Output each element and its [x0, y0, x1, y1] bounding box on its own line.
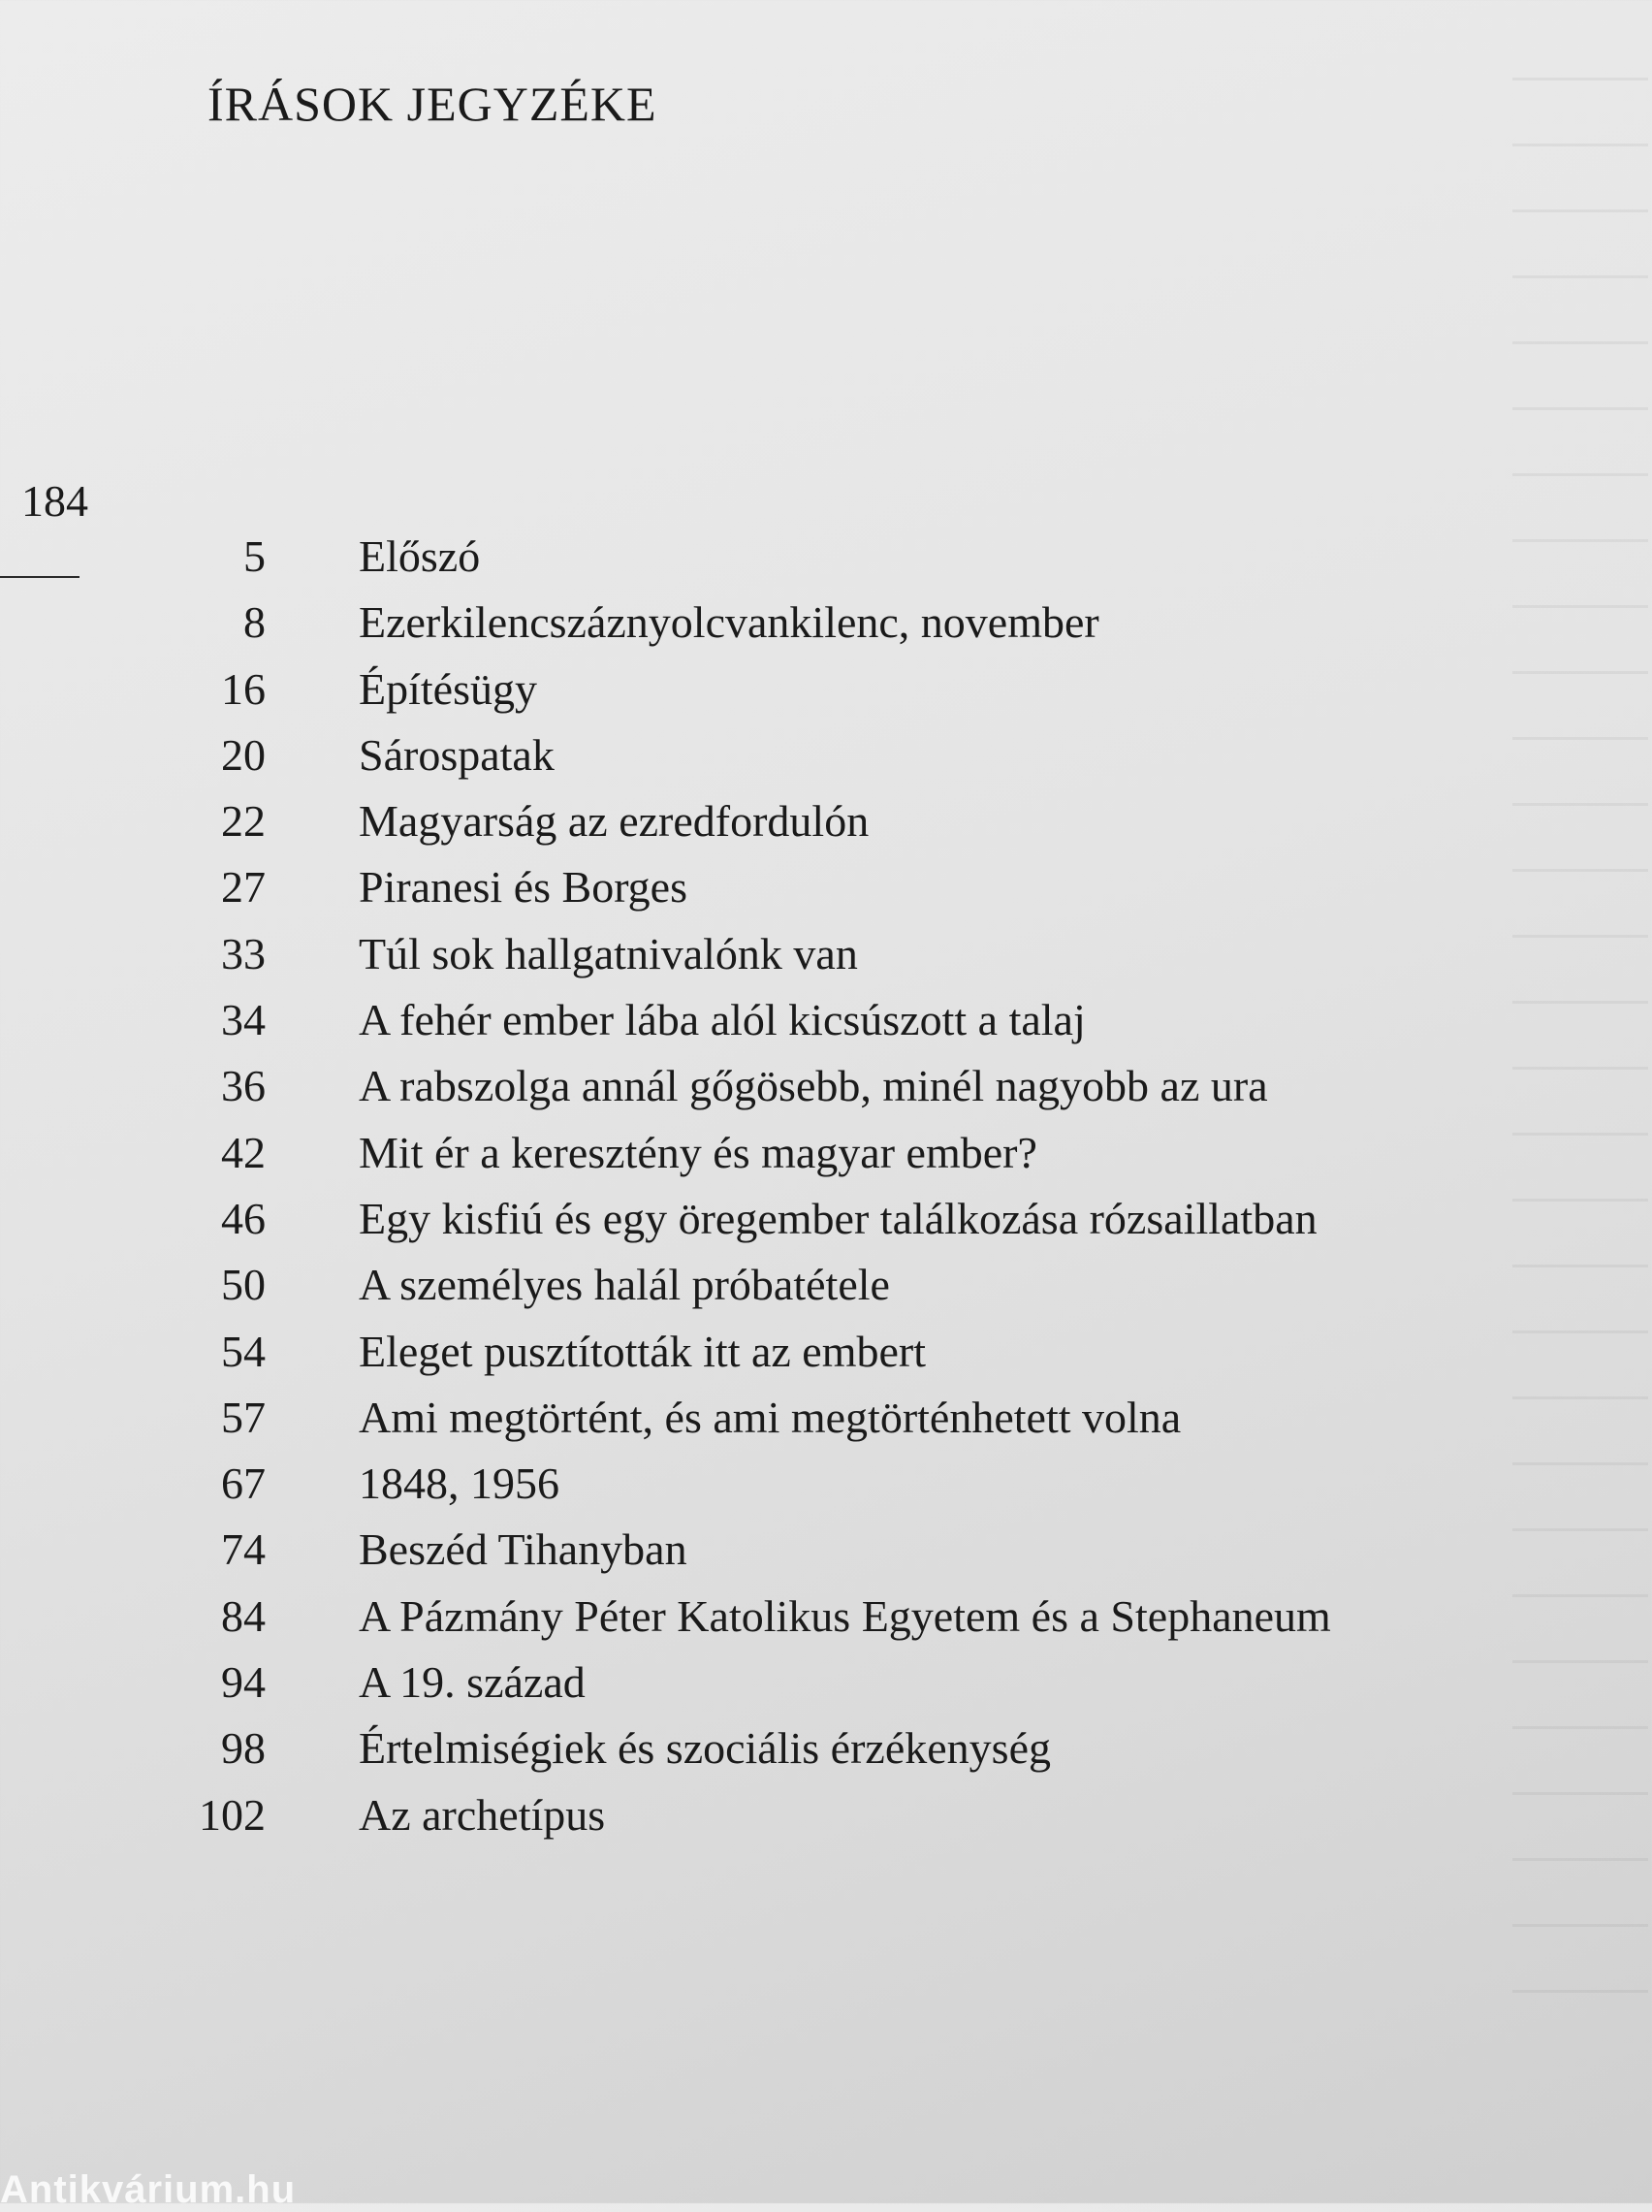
toc-entry-title: Mit ér a keresztény és magyar ember? [359, 1127, 1037, 1177]
toc-entry-page: 27 [221, 862, 266, 913]
toc-entry-page: 22 [221, 796, 266, 847]
toc-entry-page: 94 [221, 1657, 266, 1708]
toc-entry [0, 788, 1652, 854]
toc-entry-page: 36 [221, 1061, 266, 1111]
toc-entry-page: 8 [243, 597, 266, 648]
toc-entry-page: 34 [221, 995, 266, 1045]
toc-entry-page: 20 [221, 729, 266, 780]
toc-entry-title: Magyarság az ezredfordulón [359, 796, 870, 847]
toc-entry-page: 33 [221, 928, 266, 978]
toc-entry-page: 98 [221, 1723, 266, 1774]
toc-entry [0, 1782, 1652, 1848]
toc-entry-title: Értelmiségiek és szociális érzékenység [359, 1723, 1051, 1774]
toc-entry [0, 987, 1652, 1053]
toc-entry [0, 1120, 1652, 1186]
toc-entry-title: A fehér ember lába alól kicsúszott a talaj [359, 995, 1086, 1045]
toc-entry-title: A 19. század [359, 1657, 586, 1708]
toc-entry-title: Ami megtörtént, és ami megtörténhetett volna [359, 1392, 1182, 1442]
toc-entry-page: 57 [221, 1392, 266, 1442]
toc-entry [0, 722, 1652, 788]
page-number: 184 [21, 476, 88, 526]
toc-entry-title: 1848, 1956 [359, 1459, 559, 1509]
page-title: ÍRÁSOK JEGYZÉKE [207, 77, 657, 131]
toc-entry-title: Sárospatak [359, 729, 555, 780]
toc-entry-title: Piranesi és Borges [359, 862, 688, 913]
toc-entry-title: A személyes halál próbatétele [359, 1260, 890, 1310]
toc-entry-title: Túl sok hallgatnivalónk van [359, 928, 858, 978]
toc-entry-page: 84 [221, 1590, 266, 1641]
watermark: Antikvárium.hu [0, 2168, 297, 2211]
toc-entry [0, 1650, 1652, 1715]
toc-entry-page: 46 [221, 1193, 266, 1243]
toc-entry-title: Egy kisfiú és egy öregember találkozása rózsaillatban [359, 1193, 1318, 1243]
toc-entry [0, 657, 1652, 722]
toc-entry-title: Előszó [359, 531, 481, 581]
toc-entry [0, 1584, 1652, 1650]
toc-entry [0, 1252, 1652, 1318]
toc-entry-title: Beszéd Tihanyban [359, 1524, 687, 1575]
toc-entry [0, 1517, 1652, 1583]
toc-entry [0, 1319, 1652, 1385]
toc-entry-page: 42 [221, 1127, 266, 1177]
toc-entry [0, 1451, 1652, 1517]
toc-entry-title: A rabszolga annál gőgösebb, minél nagyobb az ura [359, 1061, 1268, 1111]
table-of-contents [0, 524, 1652, 1848]
toc-entry-title: Eleget pusztították itt az embert [359, 1326, 927, 1376]
toc-entry-page: 67 [221, 1459, 266, 1509]
toc-entry-title: Építésügy [359, 663, 537, 714]
toc-entry-page: 54 [221, 1326, 266, 1376]
toc-entry [0, 524, 1652, 590]
toc-entry [0, 854, 1652, 920]
toc-entry-title: A Pázmány Péter Katolikus Egyetem és a Stephaneum [359, 1590, 1331, 1641]
toc-entry-page: 102 [199, 1789, 266, 1840]
toc-entry-page: 74 [221, 1524, 266, 1575]
toc-entry [0, 1186, 1652, 1252]
toc-entry-page: 16 [221, 663, 266, 714]
toc-entry-title: Az archetípus [359, 1789, 606, 1840]
toc-entry [0, 1385, 1652, 1451]
toc-entry-title: Ezerkilencszáznyolcvankilenc, november [359, 597, 1099, 648]
toc-entry [0, 1053, 1652, 1119]
toc-entry [0, 590, 1652, 656]
toc-entry-page: 5 [243, 531, 266, 581]
toc-entry [0, 1715, 1652, 1781]
toc-entry [0, 921, 1652, 987]
toc-entry-page: 50 [221, 1260, 266, 1310]
